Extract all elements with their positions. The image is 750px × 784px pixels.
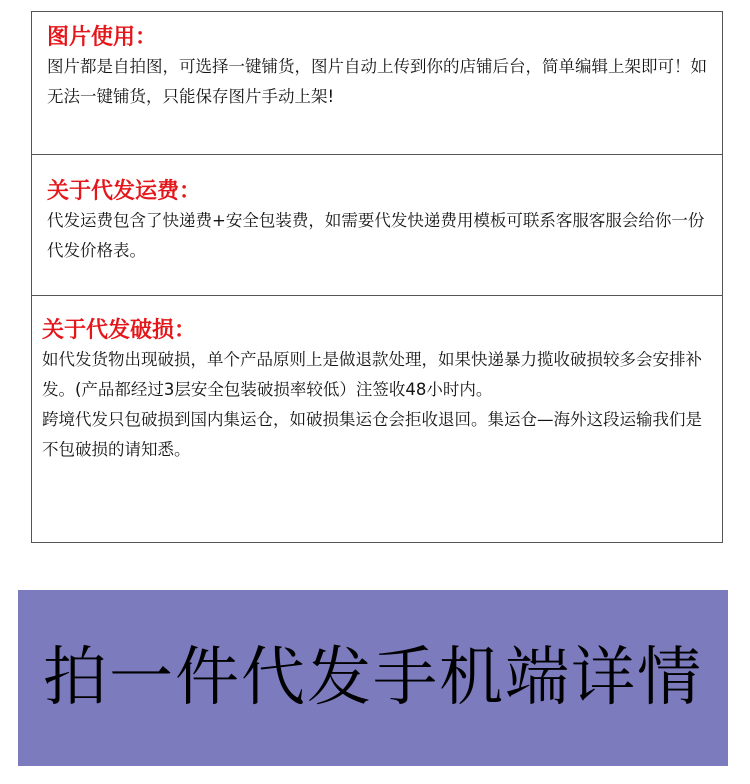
mobile-detail-banner xyxy=(18,590,728,766)
section-body-image-usage xyxy=(47,52,710,112)
section-title-image-usage: 图片使用： xyxy=(47,24,158,50)
section-title-shipping-fee: 关于代发运费： xyxy=(47,178,202,204)
paragraph-image-usage: 图片都是自拍图，可选择一键铺货，图片自动上传到你的店铺后台，简单编辑上架即可！如无法一键铺货，只能保存图片手动上架! xyxy=(47,57,707,106)
paragraph-damage-crossborder: 跨境代发只包破损到国内集运仓，如破损集运仓会拒收退回。集运仓—海外这段运输我们是不包破损的请知悉。 xyxy=(42,410,702,459)
section-body-damage-policy xyxy=(42,345,710,465)
section-damage-policy xyxy=(32,295,722,542)
paragraph-damage-domestic: 如代发货物出现破损，单个产品原则上是做退款处理，如果快递暴力揽收破损较多会安排补发。(产品都经过3层安全包装破损率较低）注签收48小时内。 xyxy=(42,350,702,399)
section-image-usage xyxy=(32,12,722,154)
paragraph-shipping-fee: 代发运费包含了快递费+安全包装费，如需要代发快递费用模板可联系客服客服会给你一份代发价格表。 xyxy=(47,211,705,260)
section-shipping-fee xyxy=(32,154,722,295)
banner-title: 拍一件代发手机端详情 xyxy=(43,641,703,715)
section-body-shipping-fee xyxy=(47,206,710,266)
notice-box xyxy=(31,11,723,543)
section-title-damage-policy: 关于代发破损： xyxy=(42,317,197,343)
